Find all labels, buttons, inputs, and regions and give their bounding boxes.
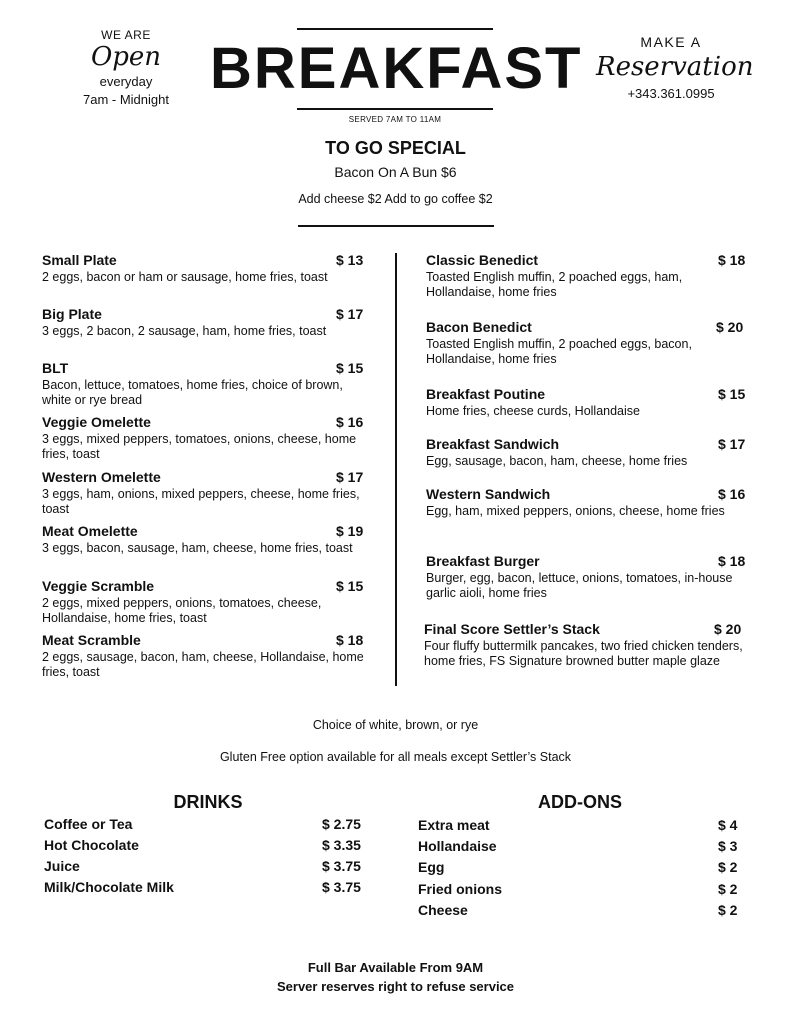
item-description: Four fluffy buttermilk pancakes, two fried chicken tenders, home fries, FS Signature browned butter maple glaze bbox=[424, 639, 743, 668]
gluten-free-note: Gluten Free option available for all meals except Settler’s Stack bbox=[219, 750, 572, 764]
everyday-label: everyday bbox=[99, 74, 153, 89]
item-price: $ 15 bbox=[718, 386, 746, 402]
menu-item bbox=[42, 578, 368, 626]
addon-price: $ 2 bbox=[718, 859, 738, 875]
title-top-rule bbox=[297, 28, 493, 30]
drink-name: Milk/Chocolate Milk bbox=[44, 879, 174, 895]
addon-name: Extra meat bbox=[418, 817, 490, 833]
drink-row bbox=[44, 816, 368, 832]
page-title: BREAKFAST bbox=[210, 36, 583, 101]
item-name: Western Omelette bbox=[42, 469, 161, 485]
item-name: BLT bbox=[42, 360, 69, 376]
special-item: Bacon On A Bun $6 bbox=[334, 164, 457, 180]
reservation-block bbox=[596, 34, 754, 101]
item-description: Home fries, cheese curds, Hollandaise bbox=[426, 404, 640, 418]
hours-label: 7am - Midnight bbox=[83, 92, 169, 107]
drink-price: $ 3.35 bbox=[322, 837, 361, 853]
menu-item bbox=[42, 252, 368, 285]
item-price: $ 20 bbox=[714, 621, 742, 637]
item-price: $ 18 bbox=[718, 553, 746, 569]
open-hours-block bbox=[56, 28, 196, 107]
menu-item bbox=[42, 523, 368, 556]
title-block bbox=[210, 28, 583, 124]
full-bar-note: Full Bar Available From 9AM bbox=[307, 960, 484, 975]
special-title: TO GO SPECIAL bbox=[325, 138, 466, 158]
special-addons: Add cheese $2 Add to go coffee $2 bbox=[298, 192, 493, 206]
phone-number[interactable]: +343.361.0995 bbox=[627, 86, 715, 101]
item-description: Bacon, lettuce, tomatoes, home fries, choice of brown, white or rye bread bbox=[42, 378, 343, 407]
menu-item bbox=[426, 436, 750, 469]
item-price: $ 15 bbox=[336, 360, 364, 376]
served-hours: SERVED 7AM TO 11AM bbox=[348, 115, 442, 124]
title-bottom-rule bbox=[297, 108, 493, 110]
item-name: Bacon Benedict bbox=[426, 319, 532, 335]
item-description: 3 eggs, bacon, sausage, ham, cheese, home fries, toast bbox=[42, 541, 353, 555]
addon-name: Fried onions bbox=[418, 881, 502, 897]
addon-price: $ 3 bbox=[718, 838, 738, 854]
item-description: Egg, sausage, bacon, ham, cheese, home fries bbox=[426, 454, 688, 468]
item-description: 3 eggs, mixed peppers, tomatoes, onions, cheese, home fries, toast bbox=[42, 432, 357, 461]
addon-row bbox=[418, 817, 742, 833]
menu-item bbox=[42, 306, 368, 339]
item-name: Western Sandwich bbox=[426, 486, 551, 502]
drink-name: Juice bbox=[44, 858, 80, 874]
addon-row bbox=[418, 838, 742, 854]
item-description: Burger, egg, bacon, lettuce, onions, tomatoes, in-house garlic aioli, home fries bbox=[426, 571, 733, 600]
make-a-label: MAKE A bbox=[640, 34, 702, 50]
item-name: Veggie Scramble bbox=[42, 578, 155, 594]
item-description: 3 eggs, 2 bacon, 2 sausage, ham, home fries, toast bbox=[42, 324, 327, 338]
item-price: $ 18 bbox=[718, 252, 746, 268]
menu-item bbox=[42, 360, 368, 408]
addon-row bbox=[418, 881, 742, 897]
item-description: Toasted English muffin, 2 poached eggs, bacon, Hollandaise, home fries bbox=[426, 337, 692, 366]
item-price: $ 16 bbox=[336, 414, 364, 430]
item-price: $ 17 bbox=[336, 469, 364, 485]
item-description: Toasted English muffin, 2 poached eggs, ham, Hollandaise, home fries bbox=[426, 270, 683, 299]
item-price: $ 19 bbox=[336, 523, 364, 539]
item-description: 3 eggs, ham, onions, mixed peppers, cheese, home fries, toast bbox=[42, 487, 360, 516]
open-label: Open bbox=[90, 42, 162, 72]
addon-price: $ 2 bbox=[718, 881, 738, 897]
addons-title: ADD-ONS bbox=[538, 792, 622, 812]
item-name: Final Score Settler’s Stack bbox=[424, 621, 600, 637]
menu-item bbox=[426, 486, 750, 519]
item-price: $ 17 bbox=[718, 436, 746, 452]
addon-name: Egg bbox=[418, 859, 445, 875]
drink-price: $ 3.75 bbox=[322, 858, 361, 874]
bread-note: Choice of white, brown, or rye bbox=[312, 718, 479, 732]
drinks-title: DRINKS bbox=[173, 792, 243, 812]
item-name: Meat Scramble bbox=[42, 632, 141, 648]
menu-item bbox=[42, 414, 368, 462]
item-price: $ 16 bbox=[718, 486, 746, 502]
item-description: Egg, ham, mixed peppers, onions, cheese, home fries bbox=[426, 504, 725, 518]
drink-row bbox=[44, 858, 368, 874]
item-price: $ 15 bbox=[336, 578, 364, 594]
item-price: $ 17 bbox=[336, 306, 364, 322]
reservation-label: Reservation bbox=[596, 52, 754, 82]
menu-item bbox=[426, 553, 750, 601]
item-name: Breakfast Sandwich bbox=[426, 436, 560, 452]
item-description: 2 eggs, mixed peppers, onions, tomatoes, cheese, Hollandaise, home fries, toast bbox=[42, 596, 322, 625]
item-price: $ 18 bbox=[336, 632, 364, 648]
menu-item bbox=[424, 621, 750, 669]
to-go-special bbox=[200, 138, 591, 206]
menu-item bbox=[426, 319, 750, 367]
drink-name: Coffee or Tea bbox=[44, 816, 133, 832]
item-description: 2 eggs, sausage, bacon, ham, cheese, Hollandaise, home fries, toast bbox=[42, 650, 364, 679]
we-are-label: WE ARE bbox=[101, 28, 151, 42]
addon-row bbox=[418, 902, 742, 918]
drink-name: Hot Chocolate bbox=[44, 837, 139, 853]
item-name: Big Plate bbox=[42, 306, 102, 322]
column-divider bbox=[395, 253, 397, 686]
menu-item bbox=[426, 386, 750, 419]
item-price: $ 13 bbox=[336, 252, 364, 268]
item-name: Small Plate bbox=[42, 252, 117, 268]
drink-row bbox=[44, 879, 368, 895]
addon-name: Cheese bbox=[418, 902, 468, 918]
drink-price: $ 2.75 bbox=[322, 816, 361, 832]
addon-name: Hollandaise bbox=[418, 838, 497, 854]
addon-price: $ 2 bbox=[718, 902, 738, 918]
menu-item bbox=[42, 632, 368, 680]
special-divider bbox=[298, 225, 494, 227]
addon-price: $ 4 bbox=[718, 817, 738, 833]
item-name: Breakfast Burger bbox=[426, 553, 540, 569]
refuse-service-note: Server reserves right to refuse service bbox=[276, 979, 515, 994]
item-name: Veggie Omelette bbox=[42, 414, 151, 430]
drink-price: $ 3.75 bbox=[322, 879, 361, 895]
item-name: Meat Omelette bbox=[42, 523, 138, 539]
item-price: $ 20 bbox=[716, 319, 744, 335]
item-name: Classic Benedict bbox=[426, 252, 539, 268]
item-name: Breakfast Poutine bbox=[426, 386, 546, 402]
addon-row bbox=[418, 859, 742, 875]
item-description: 2 eggs, bacon or ham or sausage, home fries, toast bbox=[42, 270, 328, 284]
menu-item bbox=[426, 252, 750, 300]
drink-row bbox=[44, 837, 368, 853]
menu-item bbox=[42, 469, 368, 517]
